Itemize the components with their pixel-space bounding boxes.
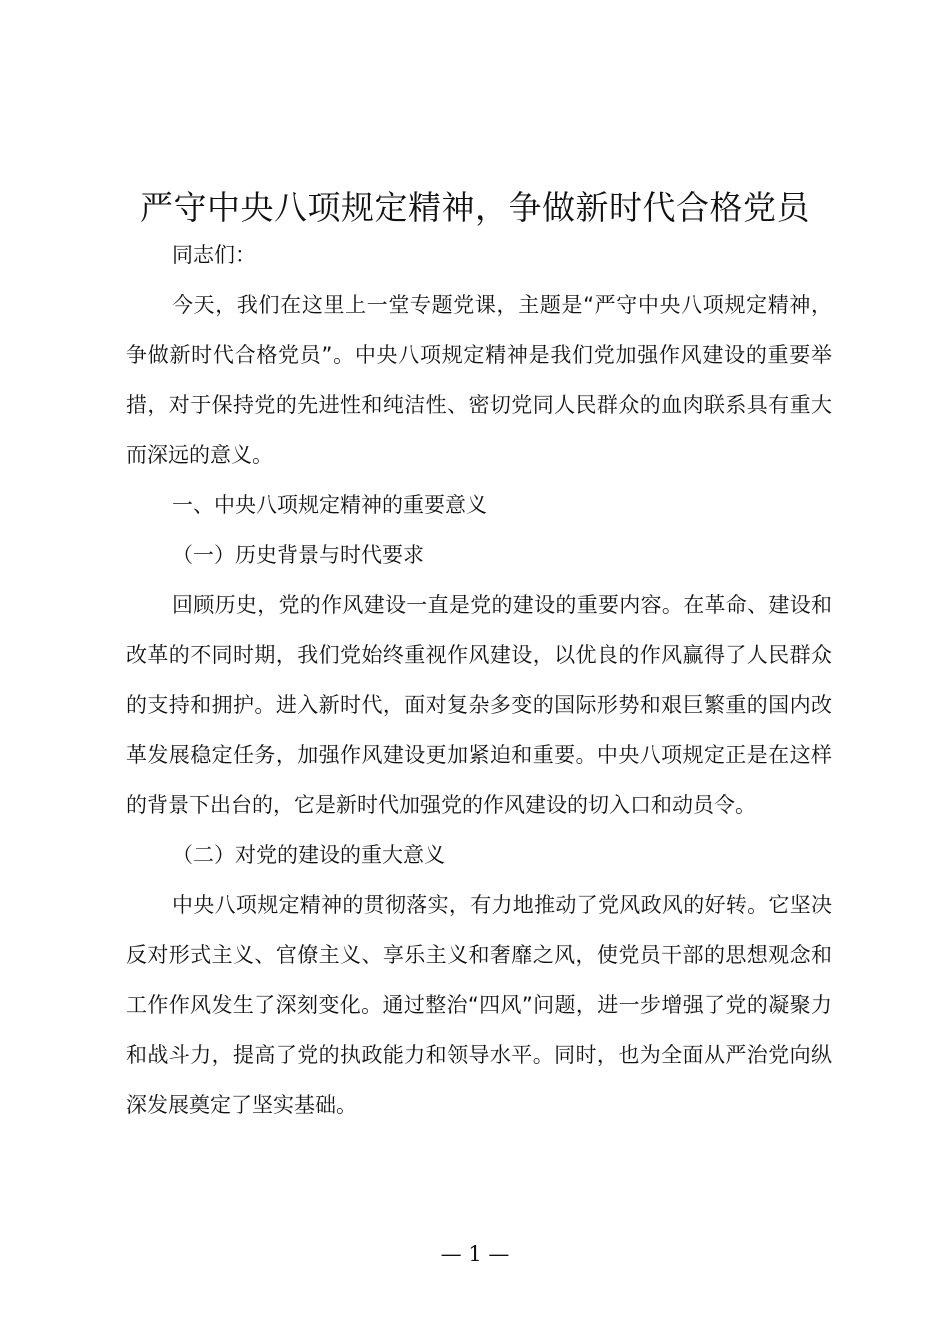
intro-paragraph: 今天，我们在这里上一堂专题党课，主题是“严守中央八项规定精神，争做新时代合格党员”。中央八项规定精神是我们党加强作风建设的重要举措，对于保持党的先进性和纯洁性、密切党同人民群众的血肉联系具有重大而深远的意义。 [126, 293, 832, 467]
subsection-heading-1: （一）历史背景与时代要求 [172, 543, 424, 567]
subsection-heading-2: （二）对党的建设的重大意义 [172, 843, 445, 867]
section-heading-1: 一、中央八项规定精神的重要意义 [172, 493, 487, 517]
subsection-paragraph-2: 中央八项规定精神的贯彻落实，有力地推动了党风政风的好转。它坚决反对形式主义、官僚主义、享乐主义和奢靡之风，使党员干部的思想观念和工作作风发生了深刻变化。通过整治“四风”问题，进一步增强了党的凝聚力和战斗力，提高了党的执政能力和领导水平。同时，也为全面从严治党向纵深发展奠定了坚实基础。 [126, 893, 832, 1117]
subsection-paragraph-1: 回顾历史，党的作风建设一直是党的建设的重要内容。在革命、建设和改革的不同时期，我们党始终重视作风建设，以优良的作风赢得了人民群众的支持和拥护。进入新时代，面对复杂多变的国际形势和艰巨繁重的国内改革发展稳定任务，加强作风建设更加紧迫和重要。中央八项规定正是在这样的背景下出台的，它是新时代加强党的作风建设的切入口和动员令。 [126, 593, 832, 817]
document-title: 严守中央八项规定精神，争做新时代合格党员 [140, 188, 810, 227]
salutation: 同志们： [172, 243, 256, 267]
page-number: — 1 — [440, 1242, 510, 1266]
document-body [126, 230, 832, 1130]
